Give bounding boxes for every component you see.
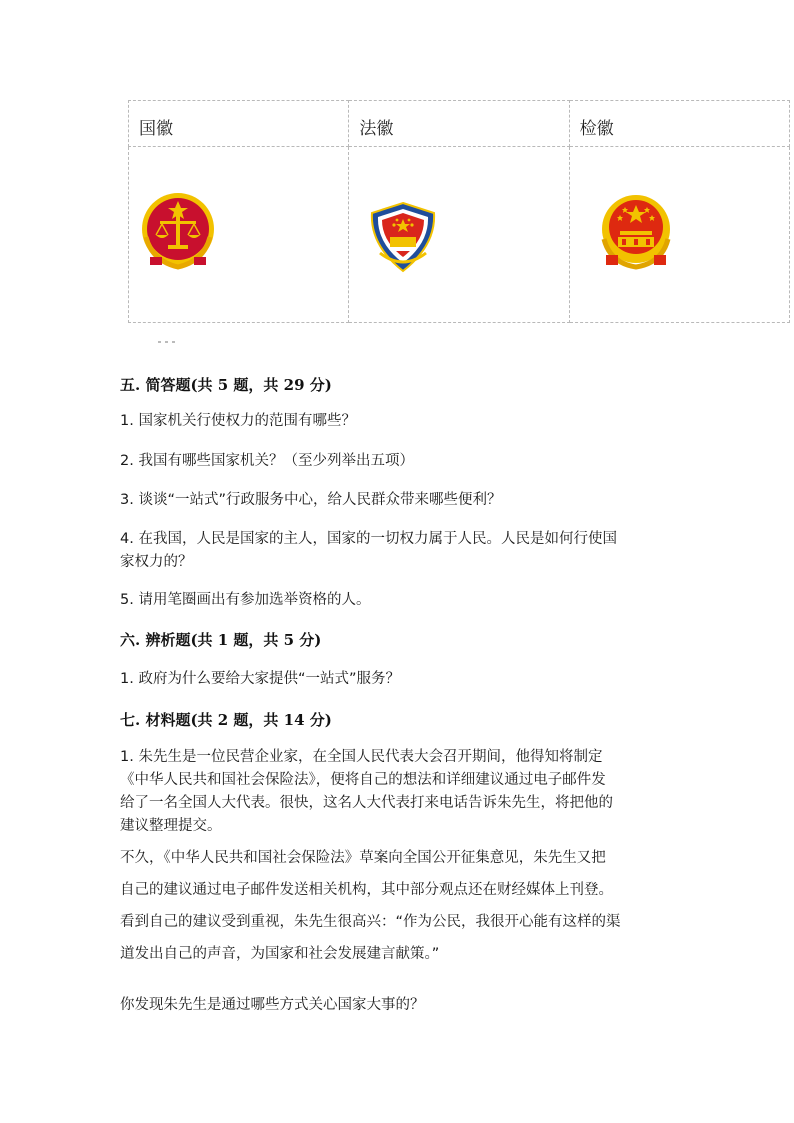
procuratorate-emblem-icon <box>366 201 440 273</box>
section-7-title: 七. 材料题(共 2 题，共 14 分) <box>120 711 332 729</box>
image-cell <box>569 147 789 323</box>
section-7-material-paragraph-1: 1. 朱先生是一位民营企业家，在全国人民代表大会召开期间，他得知将制定 《中华人民共和国社会保险法》，便将自己的想法和详细建议通过电子邮件发 给了一名全国人大代表。很快，这名人大代表打来电话告诉朱先生，将把他的 建议整理提交。 <box>120 749 613 834</box>
court-emblem-icon <box>138 191 218 271</box>
section-5-question-4: 4. 在我国，人民是国家的主人，国家的一切权力属于人民。人民是如何行使国 家权力的？ <box>120 531 617 570</box>
header-cell <box>349 101 569 147</box>
national-emblem-icon <box>598 191 674 271</box>
image-cell <box>129 147 349 323</box>
header-cell <box>569 101 789 147</box>
section-6-question-1: 1. 政府为什么要给大家提供“一站式”服务？ <box>120 671 400 687</box>
section-6-title: 六. 辨析题(共 1 题，共 5 分) <box>120 631 322 649</box>
header-national-emblem: 国徽 <box>139 119 173 139</box>
emblem-header-row <box>129 101 790 147</box>
section-5-question-5: 5. 请用笔圈画出有参加选举资格的人。 <box>120 592 371 608</box>
image-cell <box>349 147 569 323</box>
header-procuratorate-emblem: 检徽 <box>579 119 614 139</box>
header-court-emblem: 法徽 <box>359 119 394 139</box>
section-5-question-2: 2. 我国有哪些国家机关？（至少列举出五项） <box>120 453 414 469</box>
emblem-table <box>128 100 790 323</box>
section-5-title: 五. 简答题(共 5 题，共 29 分) <box>120 376 332 394</box>
image-caption-marks <box>158 328 180 331</box>
section-5-question-1: 1. 国家机关行使权力的范围有哪些？ <box>120 413 356 429</box>
header-cell <box>129 101 349 147</box>
section-5-question-3: 3. 谈谈“一站式”行政服务中心，给人民群众带来哪些便利？ <box>120 492 502 508</box>
emblem-image-row <box>129 147 790 323</box>
section-7-question: 你发现朱先生是通过哪些方式关心国家大事的？ <box>120 997 425 1013</box>
section-7-material-paragraph-2: 不久，《中华人民共和国社会保险法》草案向全国公开征集意见，朱先生又把 自己的建议通过电子邮件发送相关机构，其中部分观点还在财经媒体上刊登。 看到自己的建议受到重视，朱先生很高兴：“作为公民，我很开心能有这样的渠 道发出自己的声音，为国家和社会发展建言献策。” <box>120 850 621 962</box>
